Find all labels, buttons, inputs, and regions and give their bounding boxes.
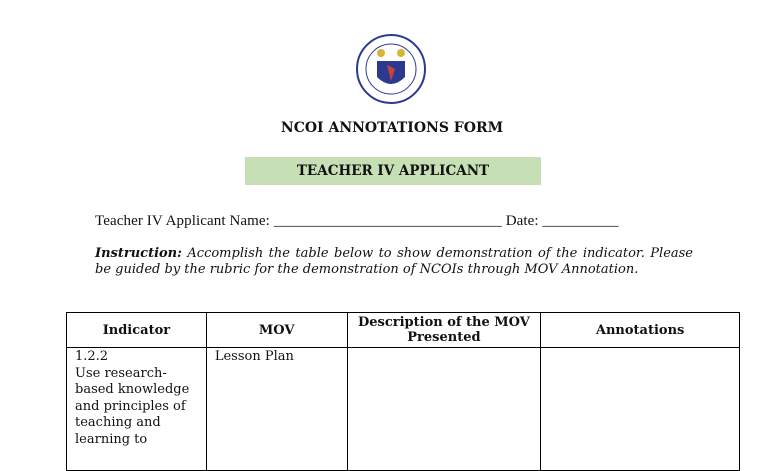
instruction-label: Instruction:	[95, 246, 182, 261]
table-header-row	[67, 313, 740, 348]
name-field[interactable]: ______________________________	[273, 213, 502, 229]
date-label: Date:	[505, 213, 539, 229]
header-annotations: Annotations	[541, 313, 740, 348]
indicator-code: 1.2.2	[75, 349, 109, 364]
header-description: Description of the MOV Presented	[347, 313, 541, 348]
annotations-cell[interactable]	[541, 348, 740, 471]
instruction-text: Accomplish the table below to show demonstration of the indicator. Please be guided by the rubric for the demonstration of NCOIs through MOV Annotation.	[95, 246, 694, 277]
indicator-text: Use research-based knowledge and principles of teaching and learning to	[75, 365, 190, 447]
header-mov: MOV	[206, 313, 347, 348]
annotations-table	[66, 312, 740, 471]
date-field[interactable]: __________	[542, 213, 619, 229]
form-title: NCOI ANNOTATIONS FORM	[280, 120, 504, 136]
deped-seal-logo	[355, 33, 427, 105]
applicant-banner: TEACHER IV APPLICANT	[245, 157, 541, 185]
header-indicator: Indicator	[67, 313, 207, 348]
indicator-cell	[67, 348, 207, 471]
name-label: Teacher IV Applicant Name:	[95, 213, 270, 229]
mov-cell: Lesson Plan	[206, 348, 347, 471]
table-row	[67, 348, 740, 471]
name-date-line	[95, 213, 619, 230]
instruction	[95, 246, 693, 278]
description-cell[interactable]	[347, 348, 541, 471]
